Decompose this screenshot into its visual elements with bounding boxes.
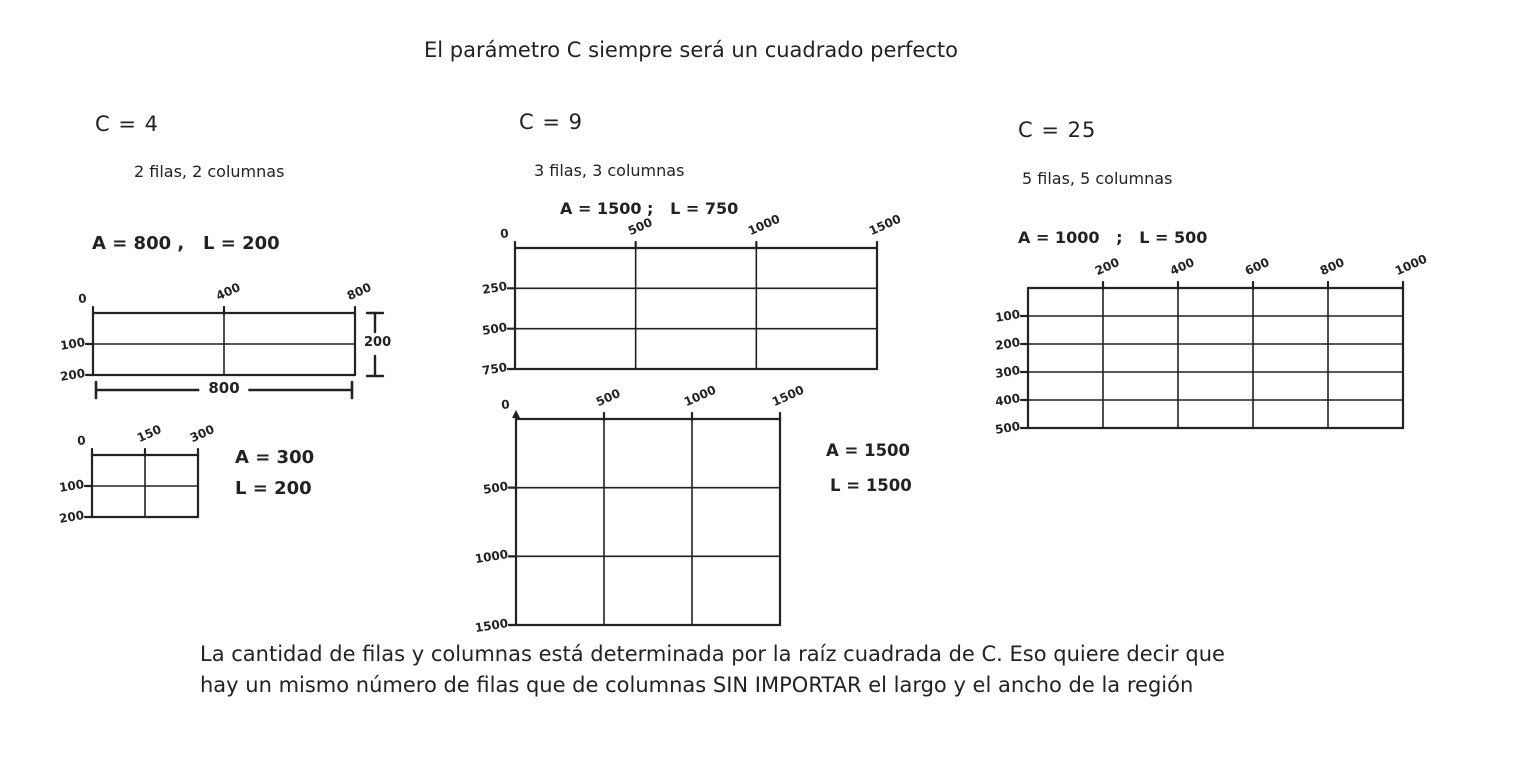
x-tick-label: 0	[77, 291, 88, 307]
c25-rows-cols-label: 5 filas, 5 columnas	[1022, 169, 1173, 188]
x-tick-label: 0	[76, 433, 87, 449]
x-tick-label: 800	[344, 280, 374, 304]
x-tick-label: 600	[1242, 255, 1272, 279]
c25-grid	[994, 251, 1430, 437]
y-tick-label: 750	[481, 360, 509, 378]
y-tick-label: 1000	[473, 547, 510, 567]
c4-small-grid-length-label: L = 200	[235, 478, 312, 499]
x-tick-label: 800	[1317, 255, 1347, 279]
y-tick-label: 100	[994, 307, 1022, 325]
c4-params-label: A = 800 , L = 200	[92, 233, 280, 254]
y-tick-label: 500	[482, 478, 510, 497]
c4-grid-large	[59, 280, 374, 384]
x-tick-label: 1500	[769, 382, 807, 410]
c4-width-dimension	[93, 380, 355, 400]
y-tick-label: 250	[481, 279, 509, 298]
y-tick-label: 500	[481, 319, 509, 338]
footer-text-line1: La cantidad de filas y columnas está determinada por la raíz cuadrada de C. Eso quiere decir que	[200, 642, 1225, 666]
footer-text-line2: hay un mismo número de filas que de columnas SIN IMPORTAR el largo y el ancho de la región	[200, 673, 1194, 697]
c4-width-dimension-label: 800	[199, 379, 248, 397]
x-tick-label: 500	[625, 215, 655, 239]
c4-small-grid-area-label: A = 300	[235, 447, 315, 468]
y-tick-label: 100	[59, 335, 87, 353]
y-tick-label: 200	[59, 366, 87, 384]
c9-params-label: A = 1500 ; L = 750	[560, 199, 739, 218]
y-tick-label: 100	[58, 477, 86, 495]
c4-value-label: C = 4	[95, 112, 159, 136]
c9-square-grid-length-label: L = 1500	[830, 476, 912, 495]
y-tick-label: 400	[994, 391, 1022, 409]
x-tick-label: 0	[499, 226, 510, 242]
c9-grid-square	[473, 382, 807, 636]
c4-height-dimension	[362, 310, 396, 380]
c25-value-label: C = 25	[1018, 118, 1097, 142]
x-tick-label: 1000	[746, 211, 783, 239]
c25-params-label: A = 1000 ; L = 500	[1018, 228, 1208, 247]
y-tick-label: 200	[58, 508, 86, 526]
grid-lines-icon	[92, 455, 198, 517]
grid-lines-icon	[515, 248, 877, 369]
c9-square-grid-area-label: A = 1500	[826, 441, 911, 460]
page-title: El parámetro C siempre será un cuadrado perfecto	[424, 38, 958, 62]
x-tick-label: 400	[213, 280, 243, 304]
y-tick-label: 300	[994, 363, 1022, 381]
c9-value-label: C = 9	[519, 110, 583, 134]
x-tick-label: 1000	[681, 382, 719, 410]
y-tick-label: 500	[994, 419, 1022, 437]
c4-grid-small	[58, 422, 217, 526]
x-tick-label: 0	[500, 397, 511, 413]
x-tick-label: 300	[187, 422, 217, 446]
x-tick-label: 1000	[1392, 251, 1430, 279]
grid-lines-icon	[1028, 288, 1403, 428]
c9-grid-wide	[481, 211, 904, 378]
x-tick-label: 200	[1092, 255, 1122, 279]
c4-rows-cols-label: 2 filas, 2 columnas	[134, 162, 285, 181]
x-tick-label: 500	[593, 386, 623, 410]
x-tick-label: 400	[1167, 255, 1197, 279]
x-tick-label: 150	[134, 422, 164, 446]
y-tick-label: 1500	[473, 616, 510, 636]
c9-rows-cols-label: 3 filas, 3 columnas	[534, 161, 685, 180]
grid-lines-icon	[93, 313, 355, 375]
grid-lines-icon	[516, 419, 780, 625]
c4-height-dimension-label: 200	[364, 335, 392, 350]
y-tick-label: 200	[994, 335, 1022, 353]
x-tick-label: 1500	[866, 211, 904, 239]
